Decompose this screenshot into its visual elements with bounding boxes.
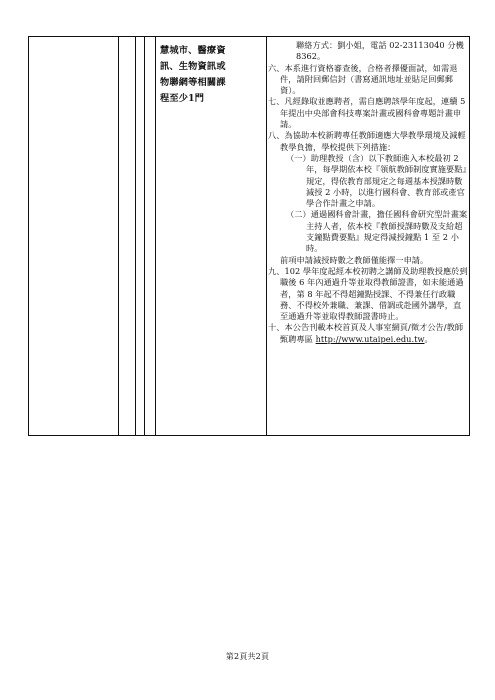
terms-cell — [268, 40, 468, 345]
table-border-bottom — [28, 435, 470, 436]
cell-line: 物聯網等相關課 — [160, 77, 226, 88]
item-8-sub-2: （二）通過國科會計畫，擔任國科會研究型計畫案主持人者，依本校『教師授課時數及支給超支鐘點費要點』規定得減授鐘點 1 至 2 小時。 — [286, 209, 468, 254]
cell-line: 程至少1門 — [160, 93, 205, 104]
contact-info: 聯絡方式：劉小姐，電話 02-23113040 分機 8362。 — [296, 40, 464, 62]
required-courses-cell — [160, 43, 264, 107]
item-8-note: 前項申請減授時數之教師僅能擇一申請。 — [280, 254, 429, 265]
cell-line: 訊、生物資訊或 — [160, 61, 226, 72]
table-border-top — [28, 36, 470, 37]
item-8: 八、為協助本校新聘專任教師適應大學教學環境及減輕教學負擔，學校提供下列措施： — [268, 130, 466, 152]
table-border-left — [28, 36, 29, 436]
table-column-divider — [144, 36, 145, 436]
table-border-right — [469, 36, 470, 436]
recruitment-table — [28, 36, 470, 436]
cell-line: 慧城市、醫療資 — [160, 45, 226, 56]
item-10-end: 。 — [424, 333, 433, 344]
page-number-footer: 第2頁共2頁 — [225, 652, 270, 661]
table-column-divider — [266, 36, 267, 436]
item-10-text: 十、本公告刊載本校首頁及人事室網頁/徵才公告/教師甄聘專區 — [268, 322, 464, 344]
website-link[interactable]: http://www.utaipei.edu.tw — [315, 333, 425, 344]
table-column-divider — [135, 36, 136, 436]
item-8-sub-1: （一）助理教授（含）以下教師進入本校最初 2 年，每學期依本校『領航教師制度實施要點』規定，得依教育部規定之每週基本授課時數減授 2 小時，以進行國科會、教育部或產官學合作計畫之申請。 — [286, 152, 467, 209]
item-7: 七、凡經錄取並應聘者，需自應聘該學年度起，連續 5 年提出中央部會科技專案計畫或國科會專題計畫申請。 — [268, 96, 466, 130]
table-column-divider — [155, 36, 156, 436]
item-9: 九、102 學年度起經本校初聘之講師及助理教授應於到職後 6 年內通過升等並取得教師證書，如未能通過者，第 8 年起不得超鐘點授課、不得兼任行政職務、不得校外兼職、兼課、借調或赴國外講學，直至通過升等並取得教師證書時止。 — [268, 265, 468, 322]
item-6: 六、本系進行資格審查後，合格者擇優面試，如需退件，請附回郵信封（書寫通訊地址並貼足回郵郵資）。 — [268, 62, 458, 96]
item-10 — [268, 322, 468, 345]
table-column-divider — [118, 36, 119, 436]
